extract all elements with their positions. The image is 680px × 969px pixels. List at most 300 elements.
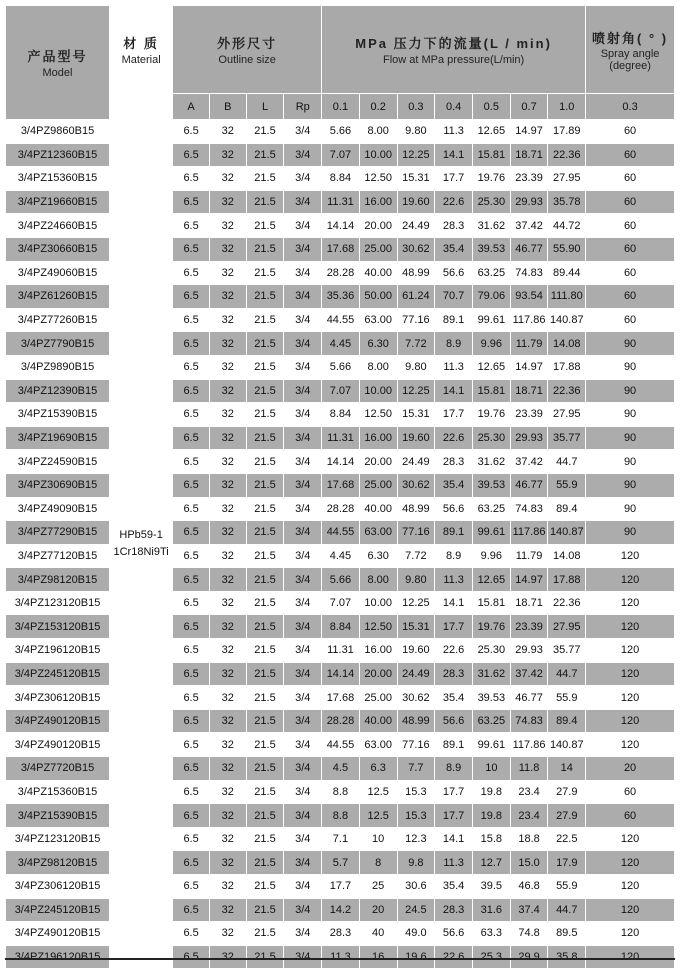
table-row xyxy=(6,473,675,497)
model-cell: 3/4PZ7720B15 xyxy=(6,757,110,781)
value-cell: 7.7 xyxy=(397,757,435,781)
value-cell: 6.3 xyxy=(359,757,397,781)
value-cell: 12.5 xyxy=(359,780,397,804)
value-cell: 6.5 xyxy=(173,615,210,639)
table-row xyxy=(6,120,675,144)
sub-header-cell: 0.2 xyxy=(359,94,397,120)
value-cell: 19.60 xyxy=(397,639,435,663)
value-cell: 21.5 xyxy=(246,827,284,851)
value-cell: 3/4 xyxy=(284,709,322,733)
value-cell: 120 xyxy=(586,851,675,875)
value-cell: 32 xyxy=(209,379,246,403)
value-cell: 44.7 xyxy=(548,662,586,686)
table-row xyxy=(6,615,675,639)
table-row xyxy=(6,403,675,427)
model-header-en: Model xyxy=(42,67,73,79)
value-cell: 21.5 xyxy=(246,426,284,450)
value-cell: 11.79 xyxy=(510,332,548,356)
value-cell: 120 xyxy=(586,686,675,710)
value-cell: 7.1 xyxy=(322,827,360,851)
value-cell: 10 xyxy=(359,827,397,851)
sub-header-cell: 0.3 xyxy=(586,94,675,120)
value-cell: 6.5 xyxy=(173,190,210,214)
value-cell: 8 xyxy=(359,851,397,875)
sub-header-cell: 0.7 xyxy=(510,94,548,120)
table-row xyxy=(6,190,675,214)
value-cell: 6.5 xyxy=(173,709,210,733)
value-cell: 21.5 xyxy=(246,403,284,427)
value-cell: 6.5 xyxy=(173,686,210,710)
value-cell: 6.5 xyxy=(173,497,210,521)
value-cell: 9.80 xyxy=(397,355,435,379)
value-cell: 89.4 xyxy=(548,497,586,521)
value-cell: 21.5 xyxy=(246,450,284,474)
value-cell: 6.5 xyxy=(173,237,210,261)
value-cell: 32 xyxy=(209,426,246,450)
value-cell: 32 xyxy=(209,261,246,285)
value-cell: 77.16 xyxy=(397,733,435,757)
value-cell: 8.8 xyxy=(322,804,360,828)
value-cell: 89.1 xyxy=(435,308,473,332)
value-cell: 27.95 xyxy=(548,403,586,427)
value-cell: 15.31 xyxy=(397,167,435,191)
value-cell: 24.49 xyxy=(397,450,435,474)
spray-header-cn: 喷射角( ° ) xyxy=(592,30,669,46)
value-cell: 19.8 xyxy=(472,780,510,804)
value-cell: 16.00 xyxy=(359,190,397,214)
value-cell: 3/4 xyxy=(284,757,322,781)
value-cell: 89.4 xyxy=(548,709,586,733)
value-cell: 35.78 xyxy=(548,190,586,214)
value-cell: 21.5 xyxy=(246,568,284,592)
value-cell: 6.5 xyxy=(173,780,210,804)
value-cell: 90 xyxy=(586,332,675,356)
value-cell: 39.53 xyxy=(472,686,510,710)
value-cell: 21.5 xyxy=(246,733,284,757)
value-cell: 60 xyxy=(586,804,675,828)
value-cell: 21.5 xyxy=(246,143,284,167)
material-line-2: 1Cr18Ni9Ti xyxy=(113,546,169,559)
value-cell: 74.83 xyxy=(510,497,548,521)
value-cell: 30.62 xyxy=(397,237,435,261)
value-cell: 5.66 xyxy=(322,355,360,379)
value-cell: 24.49 xyxy=(397,214,435,238)
value-cell: 23.4 xyxy=(510,780,548,804)
table-row xyxy=(6,497,675,521)
value-cell: 6.5 xyxy=(173,261,210,285)
value-cell: 35.77 xyxy=(548,639,586,663)
value-cell: 44.7 xyxy=(548,450,586,474)
value-cell: 4.5 xyxy=(322,757,360,781)
value-cell: 55.90 xyxy=(548,237,586,261)
value-cell: 18.71 xyxy=(510,143,548,167)
value-cell: 23.4 xyxy=(510,804,548,828)
value-cell: 21.5 xyxy=(246,355,284,379)
value-cell: 15.0 xyxy=(510,851,548,875)
value-cell: 22.6 xyxy=(435,639,473,663)
value-cell: 6.5 xyxy=(173,639,210,663)
value-cell: 99.61 xyxy=(472,521,510,545)
value-cell: 40.00 xyxy=(359,497,397,521)
value-cell: 21.5 xyxy=(246,757,284,781)
value-cell: 6.5 xyxy=(173,214,210,238)
value-cell: 3/4 xyxy=(284,591,322,615)
value-cell: 63.25 xyxy=(472,261,510,285)
value-cell: 120 xyxy=(586,544,675,568)
model-cell: 3/4PZ15390B15 xyxy=(6,403,110,427)
value-cell: 3/4 xyxy=(284,875,322,899)
value-cell: 90 xyxy=(586,473,675,497)
value-cell: 19.60 xyxy=(397,426,435,450)
material-header-cn: 材 质 xyxy=(123,36,159,52)
value-cell: 44.55 xyxy=(322,733,360,757)
value-cell: 28.3 xyxy=(435,214,473,238)
value-cell: 35.4 xyxy=(435,686,473,710)
value-cell: 12.50 xyxy=(359,167,397,191)
value-cell: 23.39 xyxy=(510,403,548,427)
value-cell: 120 xyxy=(586,709,675,733)
value-cell: 90 xyxy=(586,521,675,545)
value-cell: 12.25 xyxy=(397,591,435,615)
model-cell: 3/4PZ49090B15 xyxy=(6,497,110,521)
value-cell: 31.62 xyxy=(472,214,510,238)
value-cell: 89.44 xyxy=(548,261,586,285)
value-cell: 14.1 xyxy=(435,827,473,851)
value-cell: 3/4 xyxy=(284,898,322,922)
value-cell: 32 xyxy=(209,143,246,167)
table-row xyxy=(6,426,675,450)
value-cell: 3/4 xyxy=(284,473,322,497)
value-cell: 25.00 xyxy=(359,473,397,497)
value-cell: 35.36 xyxy=(322,285,360,309)
value-cell: 55.9 xyxy=(548,875,586,899)
sub-header-cell: A xyxy=(173,94,210,120)
value-cell: 18.8 xyxy=(510,827,548,851)
value-cell: 32 xyxy=(209,285,246,309)
table-row xyxy=(6,237,675,261)
value-cell: 28.3 xyxy=(435,450,473,474)
value-cell: 60 xyxy=(586,308,675,332)
table-row xyxy=(6,851,675,875)
table-row xyxy=(6,757,675,781)
value-cell: 40.00 xyxy=(359,261,397,285)
value-cell: 19.60 xyxy=(397,190,435,214)
value-cell: 25.00 xyxy=(359,237,397,261)
value-cell: 8.9 xyxy=(435,544,473,568)
value-cell: 12.50 xyxy=(359,615,397,639)
value-cell: 4.45 xyxy=(322,544,360,568)
value-cell: 8.00 xyxy=(359,568,397,592)
value-cell: 21.5 xyxy=(246,332,284,356)
value-cell: 12.7 xyxy=(472,851,510,875)
value-cell: 17.68 xyxy=(322,686,360,710)
value-cell: 29.93 xyxy=(510,190,548,214)
value-cell: 3/4 xyxy=(284,733,322,757)
value-cell: 21.5 xyxy=(246,285,284,309)
value-cell: 21.5 xyxy=(246,875,284,899)
value-cell: 15.31 xyxy=(397,615,435,639)
table-row xyxy=(6,591,675,615)
value-cell: 32 xyxy=(209,214,246,238)
value-cell: 22.6 xyxy=(435,190,473,214)
value-cell: 21.5 xyxy=(246,261,284,285)
value-cell: 28.28 xyxy=(322,497,360,521)
value-cell: 35.4 xyxy=(435,237,473,261)
value-cell: 17.7 xyxy=(322,875,360,899)
value-cell: 3/4 xyxy=(284,521,322,545)
value-cell: 18.71 xyxy=(510,379,548,403)
model-cell: 3/4PZ77120B15 xyxy=(6,544,110,568)
value-cell: 11.3 xyxy=(435,851,473,875)
value-cell: 32 xyxy=(209,733,246,757)
value-cell: 19.76 xyxy=(472,167,510,191)
value-cell: 32 xyxy=(209,922,246,946)
value-cell: 6.5 xyxy=(173,426,210,450)
value-cell: 93.54 xyxy=(510,285,548,309)
value-cell: 29.93 xyxy=(510,426,548,450)
value-cell: 6.5 xyxy=(173,450,210,474)
value-cell: 60 xyxy=(586,237,675,261)
value-cell: 3/4 xyxy=(284,851,322,875)
value-cell: 5.66 xyxy=(322,120,360,144)
value-cell: 14.08 xyxy=(548,544,586,568)
value-cell: 21.5 xyxy=(246,851,284,875)
value-cell: 120 xyxy=(586,875,675,899)
value-cell: 11.3 xyxy=(435,120,473,144)
value-cell: 60 xyxy=(586,143,675,167)
value-cell: 27.95 xyxy=(548,167,586,191)
value-cell: 21.5 xyxy=(246,686,284,710)
value-cell: 25.00 xyxy=(359,686,397,710)
value-cell: 15.81 xyxy=(472,143,510,167)
table-row xyxy=(6,450,675,474)
value-cell: 37.4 xyxy=(510,898,548,922)
value-cell: 40 xyxy=(359,922,397,946)
value-cell: 4.45 xyxy=(322,332,360,356)
value-cell: 8.84 xyxy=(322,167,360,191)
value-cell: 3/4 xyxy=(284,355,322,379)
value-cell: 39.5 xyxy=(472,875,510,899)
value-cell: 20 xyxy=(359,898,397,922)
value-cell: 35.77 xyxy=(548,426,586,450)
model-cell: 3/4PZ12390B15 xyxy=(6,379,110,403)
value-cell: 17.9 xyxy=(548,851,586,875)
value-cell: 60 xyxy=(586,120,675,144)
value-cell: 32 xyxy=(209,521,246,545)
value-cell: 15.8 xyxy=(472,827,510,851)
model-cell: 3/4PZ15390B15 xyxy=(6,804,110,828)
value-cell: 32 xyxy=(209,544,246,568)
value-cell: 7.07 xyxy=(322,143,360,167)
value-cell: 120 xyxy=(586,898,675,922)
value-cell: 14.14 xyxy=(322,450,360,474)
material-line-1: HPb59-1 xyxy=(119,529,163,542)
model-cell: 3/4PZ153120B15 xyxy=(6,615,110,639)
value-cell: 3/4 xyxy=(284,379,322,403)
value-cell: 32 xyxy=(209,450,246,474)
value-cell: 48.99 xyxy=(397,709,435,733)
value-cell: 44.55 xyxy=(322,308,360,332)
value-cell: 15.3 xyxy=(397,780,435,804)
value-cell: 70.7 xyxy=(435,285,473,309)
value-cell: 31.62 xyxy=(472,662,510,686)
value-cell: 60 xyxy=(586,780,675,804)
value-cell: 6.5 xyxy=(173,757,210,781)
flow-header-cn: MPa 压力下的流量(L / min) xyxy=(355,36,552,51)
value-cell: 7.72 xyxy=(397,332,435,356)
value-cell: 31.6 xyxy=(472,898,510,922)
value-cell: 50.00 xyxy=(359,285,397,309)
value-cell: 120 xyxy=(586,733,675,757)
value-cell: 99.61 xyxy=(472,308,510,332)
model-cell: 3/4PZ98120B15 xyxy=(6,851,110,875)
value-cell: 21.5 xyxy=(246,615,284,639)
value-cell: 6.5 xyxy=(173,403,210,427)
value-cell: 90 xyxy=(586,426,675,450)
value-cell: 140.87 xyxy=(548,308,586,332)
value-cell: 3/4 xyxy=(284,285,322,309)
value-cell: 7.72 xyxy=(397,544,435,568)
value-cell: 8.00 xyxy=(359,120,397,144)
value-cell: 21.5 xyxy=(246,497,284,521)
spray-header xyxy=(586,6,675,94)
value-cell: 14.97 xyxy=(510,120,548,144)
value-cell: 77.16 xyxy=(397,308,435,332)
value-cell: 17.7 xyxy=(435,780,473,804)
value-cell: 6.5 xyxy=(173,308,210,332)
value-cell: 48.99 xyxy=(397,497,435,521)
value-cell: 44.72 xyxy=(548,214,586,238)
value-cell: 3/4 xyxy=(284,143,322,167)
value-cell: 22.5 xyxy=(548,827,586,851)
value-cell: 120 xyxy=(586,662,675,686)
value-cell: 25.30 xyxy=(472,639,510,663)
value-cell: 23.39 xyxy=(510,167,548,191)
value-cell: 3/4 xyxy=(284,544,322,568)
value-cell: 63.00 xyxy=(359,308,397,332)
model-header xyxy=(6,6,110,120)
model-cell: 3/4PZ9860B15 xyxy=(6,120,110,144)
value-cell: 21.5 xyxy=(246,308,284,332)
value-cell: 8.84 xyxy=(322,615,360,639)
value-cell: 6.5 xyxy=(173,662,210,686)
sub-header-cell: 1.0 xyxy=(548,94,586,120)
table-row xyxy=(6,686,675,710)
material-header-en: Material xyxy=(121,54,161,67)
value-cell: 14.1 xyxy=(435,591,473,615)
value-cell: 63.25 xyxy=(472,497,510,521)
model-cell: 3/4PZ15360B15 xyxy=(6,780,110,804)
outline-header-en: Outline size xyxy=(218,54,276,66)
value-cell: 5.7 xyxy=(322,851,360,875)
value-cell: 6.5 xyxy=(173,473,210,497)
value-cell: 17.7 xyxy=(435,615,473,639)
value-cell: 90 xyxy=(586,450,675,474)
value-cell: 111.80 xyxy=(548,285,586,309)
value-cell: 32 xyxy=(209,898,246,922)
model-cell: 3/4PZ12360B15 xyxy=(6,143,110,167)
value-cell: 30.62 xyxy=(397,686,435,710)
material-subheader-cell xyxy=(110,94,173,120)
spray-header-en2: (degree) xyxy=(609,59,651,72)
value-cell: 17.88 xyxy=(548,568,586,592)
value-cell: 37.42 xyxy=(510,450,548,474)
value-cell: 11.31 xyxy=(322,190,360,214)
table-row xyxy=(6,332,675,356)
value-cell: 27.9 xyxy=(548,780,586,804)
value-cell: 60 xyxy=(586,190,675,214)
value-cell: 17.88 xyxy=(548,355,586,379)
value-cell: 32 xyxy=(209,403,246,427)
value-cell: 32 xyxy=(209,332,246,356)
value-cell: 61.24 xyxy=(397,285,435,309)
model-cell: 3/4PZ30690B15 xyxy=(6,473,110,497)
model-cell: 3/4PZ19690B15 xyxy=(6,426,110,450)
value-cell: 6.5 xyxy=(173,285,210,309)
value-cell: 25.30 xyxy=(472,190,510,214)
value-cell: 77.16 xyxy=(397,521,435,545)
value-cell: 27.9 xyxy=(548,804,586,828)
flow-header xyxy=(322,6,586,94)
table-body xyxy=(6,120,675,969)
flow-header-en: Flow at MPa pressure(L/min) xyxy=(383,54,525,66)
value-cell: 10.00 xyxy=(359,379,397,403)
value-cell: 16.00 xyxy=(359,639,397,663)
value-cell: 19.76 xyxy=(472,615,510,639)
value-cell: 21.5 xyxy=(246,662,284,686)
value-cell: 5.66 xyxy=(322,568,360,592)
value-cell: 16.00 xyxy=(359,426,397,450)
value-cell: 3/4 xyxy=(284,804,322,828)
value-cell: 6.5 xyxy=(173,355,210,379)
value-cell: 44.55 xyxy=(322,521,360,545)
value-cell: 6.5 xyxy=(173,851,210,875)
value-cell: 6.5 xyxy=(173,521,210,545)
value-cell: 63.3 xyxy=(472,922,510,946)
value-cell: 117.86 xyxy=(510,733,548,757)
value-cell: 32 xyxy=(209,120,246,144)
value-cell: 24.5 xyxy=(397,898,435,922)
value-cell: 46.8 xyxy=(510,875,548,899)
value-cell: 11.8 xyxy=(510,757,548,781)
table-row xyxy=(6,733,675,757)
value-cell: 89.1 xyxy=(435,521,473,545)
value-cell: 29.93 xyxy=(510,639,548,663)
value-cell: 3/4 xyxy=(284,639,322,663)
value-cell: 49.0 xyxy=(397,922,435,946)
value-cell: 15.81 xyxy=(472,379,510,403)
value-cell: 3/4 xyxy=(284,214,322,238)
sub-header-cell: B xyxy=(209,94,246,120)
value-cell: 8.84 xyxy=(322,403,360,427)
value-cell: 10.00 xyxy=(359,591,397,615)
value-cell: 21.5 xyxy=(246,190,284,214)
value-cell: 55.9 xyxy=(548,686,586,710)
value-cell: 48.99 xyxy=(397,261,435,285)
outline-header xyxy=(173,6,322,94)
value-cell: 21.5 xyxy=(246,214,284,238)
value-cell: 25.30 xyxy=(472,426,510,450)
value-cell: 90 xyxy=(586,379,675,403)
value-cell: 14.14 xyxy=(322,662,360,686)
value-cell: 15.81 xyxy=(472,591,510,615)
value-cell: 23.39 xyxy=(510,615,548,639)
value-cell: 32 xyxy=(209,851,246,875)
table-row xyxy=(6,143,675,167)
value-cell: 90 xyxy=(586,355,675,379)
material-header xyxy=(110,6,173,94)
value-cell: 8.00 xyxy=(359,355,397,379)
